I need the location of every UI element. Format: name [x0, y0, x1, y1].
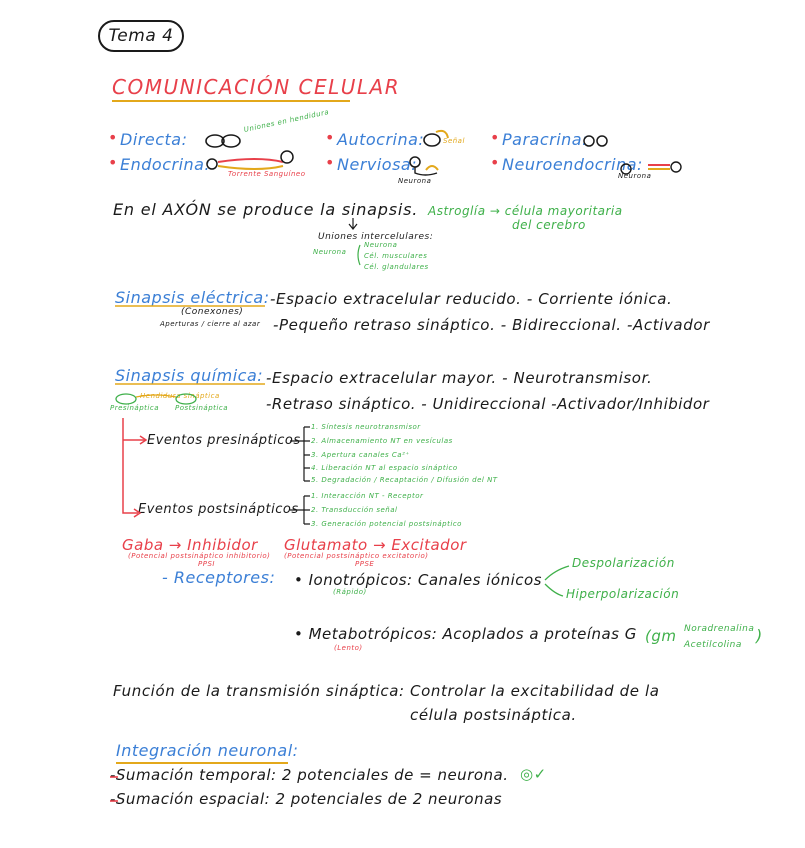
brace-icon [358, 245, 360, 265]
post-item-1: 1. Interacción NT - Receptor [311, 492, 424, 500]
label-paracrina: Paracrina: [502, 130, 588, 149]
sumacion-temporal: -Sumación temporal: 2 potenciales de = neurona. [110, 766, 509, 784]
cell-icon [671, 162, 681, 172]
astroglia-line2: del cerebro [512, 218, 586, 232]
glutamato-line: Glutamato → Excitador [284, 536, 467, 554]
pre-item-4: 4. Liberación NT al espacio sináptico [311, 464, 458, 472]
pre-item-3: 3. Apertura canales Ca²⁺ [311, 451, 410, 459]
uniones-item: Neurona [364, 241, 398, 249]
axon-sentence: En el AXÓN se produce la sinapsis. [113, 200, 419, 219]
electrica-line1: -Espacio extracelular reducido. - Corriente iónica. [270, 290, 673, 308]
paren-close: ) [756, 626, 763, 645]
blood-icon [218, 159, 283, 162]
astroglia-line1: Astroglía → célula mayoritaria [428, 204, 623, 218]
neuron-pre-icon [116, 394, 136, 404]
integracion-title: Integración neuronal: [116, 741, 299, 760]
neuron-icon [621, 164, 631, 174]
acetilcolina-label: Acetilcolina [684, 640, 742, 650]
neuron-post-icon [176, 394, 196, 404]
electrica-title: Sinapsis eléctrica: [115, 288, 270, 307]
note-uniones: Uniones en hendidura [243, 108, 330, 134]
pre-item-2: 2. Almacenamiento NT en vesículas [311, 437, 453, 445]
glutamato-sub: (Potencial postsináptico excitatorio) [284, 552, 429, 560]
signal-icon [436, 131, 448, 138]
ionotropicos-sub: (Rápido) [333, 588, 367, 596]
axon-icon [415, 167, 437, 175]
blood-icon [218, 166, 283, 169]
quimica-line2: -Retraso sináptico. - Unidireccional -Activador/Inhibidor [266, 395, 710, 413]
tema-badge: Tema 4 [98, 20, 184, 52]
pre-item-1: 1. Síntesis neurotransmisor [311, 423, 421, 431]
bullet: • [108, 128, 118, 147]
pre-item-5: 5. Degradación / Recaptación / Difusión del NT [311, 476, 498, 484]
metabotropicos-line: • Metabotrópicos: Acoplados a proteínas G [294, 625, 637, 643]
presinaptica-label: Presináptica [110, 404, 159, 412]
receptores-title: - Receptores: [162, 568, 276, 587]
check-icon: ◎✓ [520, 765, 547, 783]
bullet: • [490, 153, 500, 172]
postsinaptica-label: Postsináptica [175, 404, 228, 412]
funcion-line1: Función de la transmisión sináptica: Controlar la excitabilidad de la [113, 682, 660, 700]
sumacion-espacial: -Sumación espacial: 2 potenciales de 2 neuronas [110, 790, 503, 808]
quimica-line1: -Espacio extracelular mayor. - Neurotransmisor. [266, 369, 653, 387]
cell-icon [424, 134, 440, 146]
gaba-sub2: PPSI [198, 560, 215, 568]
label-torrente: Torrente Sanguíneo [228, 170, 306, 178]
eventos-post-title: Eventos postsinápticos [138, 502, 299, 517]
neuron-icon [410, 157, 420, 167]
uniones-item: Cél. glandulares [364, 263, 429, 271]
uniones-neurona: Neurona [313, 248, 347, 256]
label-nerviosa: Nerviosa: [337, 155, 418, 174]
bullet: • [490, 128, 500, 147]
post-item-3: 3. Generación potencial postsináptico [311, 520, 462, 528]
gaba-line: Gaba → Inhibidor [122, 536, 258, 554]
uniones-label: Uniones intercelulares: [318, 232, 434, 242]
funcion-line2: célula postsináptica. [410, 706, 577, 724]
uniones-item: Cél. musculares [364, 252, 428, 260]
ionotropicos-line: • Ionotrópicos: Canales iónicos [294, 571, 542, 589]
label-autocrina: Autocrina: [337, 130, 425, 149]
arrow-icon [545, 566, 569, 580]
metabotropicos-sub: (Lento) [334, 644, 363, 652]
conexones-label: (Conexones) [181, 307, 244, 317]
page-title: COMUNICACIÓN CELULAR [112, 75, 401, 99]
cgm-label: (gm [645, 627, 677, 645]
hiperpolarizacion-label: Hiperpolarización [566, 587, 680, 601]
arrow-icon [545, 584, 563, 596]
despolarizacion-label: Despolarización [572, 556, 675, 570]
cell-icon [207, 159, 217, 169]
electrica-line2: -Pequeño retraso sináptico. - Bidireccional. -Activador [273, 316, 710, 334]
bullet: • [325, 153, 335, 172]
label-neurona: Neurona [398, 177, 432, 185]
cell-icon [281, 151, 293, 163]
conexones-sub: Aperturas / cierre al azar [160, 320, 261, 328]
label-directa: Directa: [120, 130, 188, 149]
bullet: • [325, 128, 335, 147]
pre-brace [290, 427, 310, 481]
label-senal: Señal [443, 137, 465, 145]
bullet: • [108, 153, 118, 172]
label-endocrina: Endocrina: [120, 155, 211, 174]
hendidura-label: Hendidura sináptica [140, 392, 220, 400]
cell-icon [597, 136, 607, 146]
noradrenalina-label: Noradrenalina [684, 624, 755, 634]
cell-icon [584, 136, 594, 146]
eventos-pre-title: Eventos presinápticos [147, 433, 301, 448]
quimica-title: Sinapsis química: [115, 366, 264, 385]
eventos-bracket [123, 418, 138, 513]
signal-icon [426, 166, 438, 170]
post-item-2: 2. Transducción señal [311, 506, 398, 514]
glutamato-sub2: PPSE [355, 560, 375, 568]
label-neurona-2: Neurona [618, 172, 652, 180]
gaba-sub: (Potencial postsináptico inhibitorio) [128, 552, 271, 560]
post-brace [290, 496, 310, 524]
label-neuroendocrina: Neuroendocrina: [502, 155, 643, 174]
